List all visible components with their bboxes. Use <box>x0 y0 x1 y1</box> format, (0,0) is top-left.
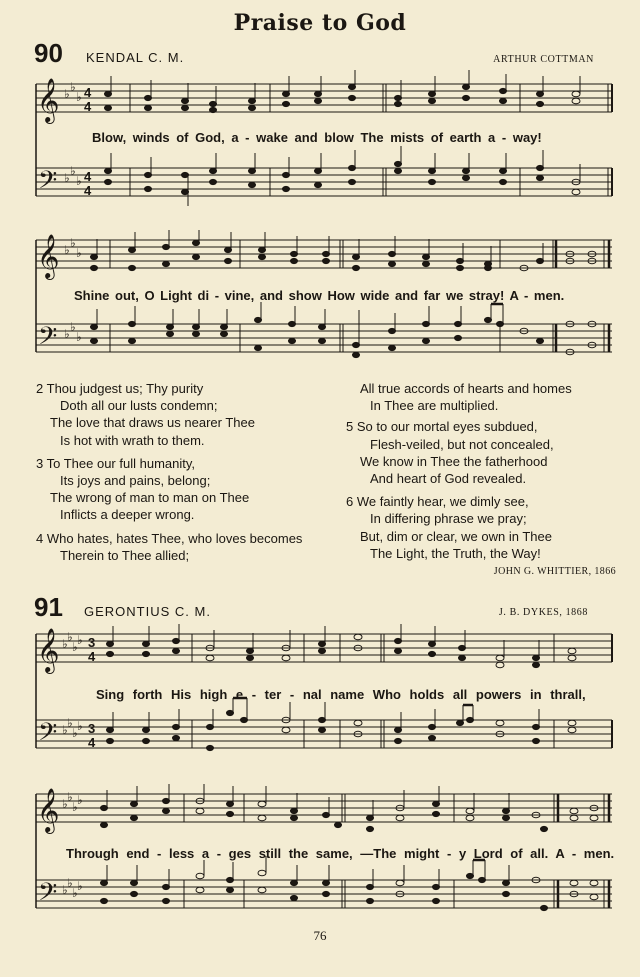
composer: J. B. DYKES, 1868 <box>498 607 588 618</box>
verse-number: 6 <box>346 494 354 510</box>
hymn-number: 90 <box>34 38 63 68</box>
svg-text:𝄞: 𝄞 <box>37 78 60 122</box>
svg-text:𝄞: 𝄞 <box>37 234 60 278</box>
page-title: Praise to God <box>233 10 407 36</box>
svg-text:♭: ♭ <box>76 90 82 104</box>
svg-text:3: 3 <box>88 721 96 736</box>
svg-text:♭: ♭ <box>62 797 68 811</box>
verse-line: Therein to Thee allied; <box>60 547 190 563</box>
verse-line: Who hates, hates Thee, who loves becomes <box>46 530 303 546</box>
svg-text:♭: ♭ <box>72 640 78 654</box>
verse-line: In differing phrase we pray; <box>370 511 527 527</box>
svg-text:♭: ♭ <box>64 327 70 341</box>
svg-text:♭: ♭ <box>64 171 70 185</box>
svg-text:♭: ♭ <box>72 726 78 740</box>
svg-text:♭: ♭ <box>77 633 83 647</box>
lyric-line: Shine out, O Light di - vine, and show How wide and far we stray! A - men. <box>74 288 565 303</box>
verse-number: 3 <box>36 455 44 471</box>
verse-line: Doth all our lusts condemn; <box>60 398 218 414</box>
lyric-line: Through end - less a - ges still the same, —The might - y Lord of all. A - men. <box>66 846 615 861</box>
verse-4-cont <box>346 380 572 414</box>
verse-number: 5 <box>346 419 354 435</box>
page-number: 76 <box>313 928 327 943</box>
svg-text:♭: ♭ <box>76 246 82 260</box>
svg-text:𝄢: 𝄢 <box>38 718 58 753</box>
svg-text:♭: ♭ <box>67 716 73 730</box>
svg-text:𝄢: 𝄢 <box>38 878 58 913</box>
svg-text:4: 4 <box>84 169 92 184</box>
verse-line: Its joys and pains, belong; <box>60 473 211 489</box>
verse-5 <box>346 418 572 487</box>
verse-number: 2 <box>36 381 44 396</box>
lyric-line: Sing forth His high e - ter - nal name Who holds all powers in thrall, <box>96 687 586 702</box>
svg-text:♭: ♭ <box>70 320 76 334</box>
svg-text:4: 4 <box>84 183 92 198</box>
svg-text:♭: ♭ <box>67 790 73 804</box>
author-credit: JOHN G. WHITTIER, 1866 <box>493 566 616 577</box>
svg-text:𝄢: 𝄢 <box>38 322 58 357</box>
svg-text:𝄢: 𝄢 <box>38 166 58 201</box>
verse-line: And heart of God revealed. <box>370 471 527 487</box>
svg-text:♭: ♭ <box>62 883 68 897</box>
verse-line: To Thee our full humanity, <box>46 455 196 471</box>
verse-line: The love that draws us nearer Thee <box>50 415 255 431</box>
hymn-number: 91 <box>34 592 63 622</box>
svg-text:4: 4 <box>84 99 92 114</box>
svg-text:♭: ♭ <box>77 879 83 893</box>
svg-text:𝄞: 𝄞 <box>37 788 60 832</box>
svg-text:♭: ♭ <box>70 164 76 178</box>
verses-right-column <box>346 380 572 562</box>
verse-line: The Light, the Truth, the Way! <box>370 545 541 561</box>
verse-line: The wrong of man to man on Thee <box>50 490 250 506</box>
verse-line: Flesh-veiled, but not concealed, <box>370 436 554 452</box>
svg-text:♭: ♭ <box>70 80 76 94</box>
svg-text:♭: ♭ <box>62 637 68 651</box>
music-system-2 <box>0 230 640 380</box>
svg-text:♭: ♭ <box>70 236 76 250</box>
svg-text:3: 3 <box>88 635 96 650</box>
lyric-line: Blow, winds of God, a - wake and blow The mists of earth a - way! <box>92 130 542 145</box>
verse-line: Inflicts a deeper wrong. <box>60 507 195 523</box>
svg-text:♭: ♭ <box>64 87 70 101</box>
svg-text:4: 4 <box>84 85 92 100</box>
verses-left-column <box>36 380 302 564</box>
composer: ARTHUR COTTMAN <box>493 54 594 65</box>
svg-text:♭: ♭ <box>76 330 82 344</box>
verse-6 <box>346 493 572 562</box>
tune-name: KENDAL C. M. <box>86 50 185 65</box>
svg-text:♭: ♭ <box>72 886 78 900</box>
svg-text:♭: ♭ <box>64 243 70 257</box>
verse-line: So to our mortal eyes subdued, <box>356 419 538 435</box>
verse-3 <box>36 455 302 524</box>
verse-line: We faintly hear, we dimly see, <box>356 494 529 510</box>
svg-text:♭: ♭ <box>62 723 68 737</box>
svg-text:♭: ♭ <box>67 630 73 644</box>
svg-text:♭: ♭ <box>67 876 73 890</box>
svg-text:♭: ♭ <box>72 800 78 814</box>
svg-text:♭: ♭ <box>77 793 83 807</box>
verse-line: But, dim or clear, we own in Thee <box>360 528 552 544</box>
verse-line: In Thee are multiplied. <box>370 398 499 414</box>
svg-text:♭: ♭ <box>76 174 82 188</box>
verse-line: Thou judgest us; Thy purity <box>46 381 204 396</box>
svg-text:4: 4 <box>88 735 96 750</box>
verse-number: 4 <box>36 530 44 546</box>
verse-4 <box>36 530 302 564</box>
music-system-1 <box>0 70 640 220</box>
verse-2 <box>36 380 302 449</box>
tune-name: GERONTIUS C. M. <box>84 604 211 619</box>
svg-text:𝄞: 𝄞 <box>37 628 60 672</box>
svg-text:♭: ♭ <box>77 719 83 733</box>
verse-line: Is hot with wrath to them. <box>60 432 205 448</box>
verse-line: All true accords of hearts and homes <box>360 381 572 396</box>
svg-text:4: 4 <box>88 649 96 664</box>
verse-line: We know in Thee the fatherhood <box>360 453 548 469</box>
